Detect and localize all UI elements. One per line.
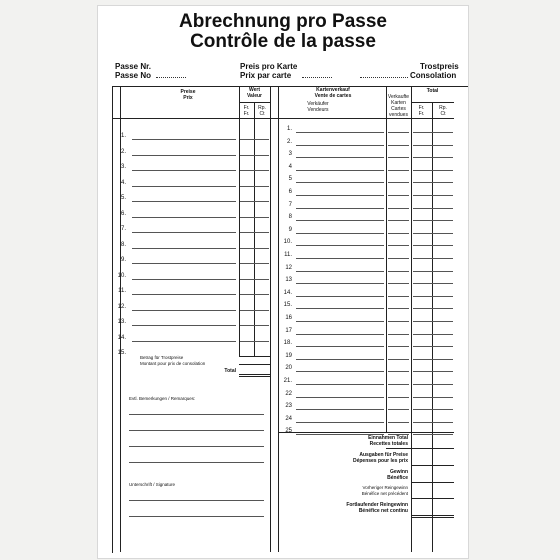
rp-header-right: Rp. (439, 105, 447, 111)
sales-row-number: 14. (283, 289, 292, 296)
prize-row-number: 2. (120, 148, 126, 155)
total-entry-line[interactable] (413, 346, 453, 347)
passe-field[interactable] (156, 77, 186, 78)
sales-row-number: 1. (286, 126, 292, 132)
total-header: Total (426, 88, 439, 94)
total-entry-line[interactable] (413, 359, 453, 360)
prize-row-number: 7. (120, 226, 126, 232)
seller-entry-line[interactable] (296, 308, 384, 309)
fortlaufend-label: Fortlaufender Reingewinn (346, 502, 408, 508)
title-german: Abrechnung pro Passe (179, 11, 387, 32)
cards-sold-line[interactable] (388, 271, 409, 272)
prize-row-number: 10. (117, 272, 126, 279)
prize-entry-line[interactable] (132, 217, 236, 218)
total-entry-line[interactable] (413, 145, 453, 146)
prize-entry-line[interactable] (132, 186, 236, 187)
prize-entry-line[interactable] (132, 248, 236, 249)
cards-sold-line[interactable] (388, 359, 409, 360)
seller-entry-line[interactable] (296, 321, 384, 322)
seller-entry-line[interactable] (296, 346, 384, 347)
valeur-header: Valeur (246, 93, 262, 99)
vendeurs-header: Vendeurs (307, 107, 329, 113)
seller-entry-line[interactable] (296, 182, 384, 183)
sales-row-number: 5 (288, 176, 292, 183)
total-entry-line[interactable] (413, 397, 453, 398)
form-sheet (97, 5, 469, 559)
passe-nr-label: Passe Nr. (115, 62, 152, 71)
total-entry-line[interactable] (413, 371, 453, 372)
betrag-label: Betrag für Trostpreise (140, 355, 184, 360)
cards-sold-line[interactable] (388, 170, 409, 171)
total-entry-line[interactable] (413, 220, 453, 221)
preis-field[interactable] (302, 77, 332, 78)
prize-row-number: 14. (117, 334, 126, 341)
ct-header-left: Ct (259, 111, 265, 117)
prize-entry-line[interactable] (132, 139, 236, 140)
total-entry-line[interactable] (413, 182, 453, 183)
sales-row-number: 8 (288, 214, 292, 221)
prize-value-line[interactable] (240, 232, 269, 233)
signature-line-2[interactable] (129, 516, 264, 517)
prize-value-line[interactable] (240, 201, 269, 202)
kartenverkauf-header: Kartenverkauf (316, 87, 350, 93)
sales-row-number: 10. (283, 239, 292, 246)
fr-header-left-2: Fr. (243, 111, 250, 117)
sales-row-number: 18. (283, 340, 292, 347)
cards-sold-line[interactable] (388, 422, 409, 423)
cards-sold-line[interactable] (388, 308, 409, 309)
fr-header-right-2: Fr. (418, 111, 425, 117)
title-french: Contrôle de la passe (190, 31, 376, 52)
cards-sold-line[interactable] (388, 409, 409, 410)
seller-entry-line[interactable] (296, 233, 384, 234)
cards-sold-line[interactable] (388, 283, 409, 284)
prize-row-number: 9. (120, 257, 126, 263)
total-entry-line[interactable] (413, 434, 453, 435)
trostpreis-field[interactable] (360, 77, 408, 78)
sales-row-number: 24 (285, 415, 292, 422)
consolation-label: Consolation (410, 71, 457, 80)
unterschrift-label: Unterschrift / Signature (129, 482, 176, 487)
cards-sold-line[interactable] (388, 258, 409, 259)
cards-sold-line[interactable] (388, 145, 409, 146)
prize-entry-line[interactable] (132, 170, 236, 171)
seller-entry-line[interactable] (296, 296, 384, 297)
prize-value-line[interactable] (240, 217, 269, 218)
prize-entry-line[interactable] (132, 325, 236, 326)
cards-sold-line[interactable] (388, 371, 409, 372)
prize-value-line[interactable] (240, 279, 269, 280)
total-entry-line[interactable] (413, 271, 453, 272)
sales-row-number: 23 (285, 403, 292, 410)
prize-value-line[interactable] (240, 186, 269, 187)
seller-entry-line[interactable] (296, 157, 384, 158)
total-entry-line[interactable] (413, 296, 453, 297)
seller-entry-line[interactable] (296, 195, 384, 196)
cards-sold-line[interactable] (388, 157, 409, 158)
seller-entry-line[interactable] (296, 220, 384, 221)
prize-row-number: 11. (118, 288, 126, 294)
total-entry-line[interactable] (413, 245, 453, 246)
total-entry-line[interactable] (413, 422, 453, 423)
seller-entry-line[interactable] (296, 145, 384, 146)
seller-entry-line[interactable] (296, 283, 384, 284)
prize-entry-line[interactable] (132, 263, 236, 264)
cards-sold-line[interactable] (388, 384, 409, 385)
seller-entry-line[interactable] (296, 359, 384, 360)
prize-row-number: 12. (117, 303, 126, 310)
total-entry-line[interactable] (413, 409, 453, 410)
prize-value-line[interactable] (240, 248, 269, 249)
karten-header: Karten (391, 100, 406, 106)
total-entry-line[interactable] (413, 132, 453, 133)
prize-value-line[interactable] (240, 341, 269, 342)
total-entry-line[interactable] (413, 233, 453, 234)
bemerkungen-label: Evtl. Bemerkungen / Remarques: (129, 396, 196, 401)
sales-row-number: 19 (285, 352, 292, 359)
prize-value-line[interactable] (240, 170, 269, 171)
total-entry-line[interactable] (413, 384, 453, 385)
prize-entry-line[interactable] (132, 294, 236, 295)
prize-row-number: 1. (120, 133, 126, 139)
cards-sold-line[interactable] (388, 132, 409, 133)
cards-sold-line[interactable] (388, 245, 409, 246)
precedent-label: Bénéfice net précédent (361, 491, 408, 496)
prize-value-line[interactable] (240, 294, 269, 295)
prize-entry-line[interactable] (132, 155, 236, 156)
montant-label: Montant pour prix de consolation (140, 361, 206, 366)
total-entry-line[interactable] (413, 195, 453, 196)
recettes-label: Recettes totales (369, 441, 408, 447)
prize-row-number: 3. (120, 164, 126, 170)
prize-row-number: 4. (120, 179, 126, 186)
sales-row-number: 3 (288, 151, 292, 158)
sales-row-number: 11. (284, 252, 292, 258)
cards-sold-line[interactable] (388, 195, 409, 196)
sales-row-number: 21. (283, 378, 292, 384)
sales-row-number: 22 (285, 390, 292, 397)
total-entry-line[interactable] (413, 208, 453, 209)
prize-row-number: 13. (117, 319, 126, 325)
preise-header: Preise (180, 89, 196, 95)
vendues-header: vendues (389, 112, 408, 118)
signature-line-1[interactable] (129, 500, 264, 501)
prize-value-line[interactable] (240, 263, 269, 264)
passe-no-label: Passe No (115, 71, 152, 80)
prix-label: Prix par carte (240, 71, 292, 80)
prize-value-line[interactable] (240, 310, 269, 311)
total-entry-line[interactable] (413, 258, 453, 259)
sales-row-number: 9 (288, 226, 292, 233)
seller-entry-line[interactable] (296, 397, 384, 398)
remarks-line-2[interactable] (129, 430, 264, 431)
ct-header-right: Ct (440, 111, 446, 117)
prize-entry-line[interactable] (132, 279, 236, 280)
sales-row-number: 16 (285, 315, 292, 321)
prix-header: Prix (183, 95, 193, 101)
seller-entry-line[interactable] (296, 334, 384, 335)
prize-row-number: 15. (117, 350, 126, 356)
gewinn-label: Gewinn (389, 469, 408, 475)
sales-row-number: 12 (285, 264, 292, 271)
seller-entry-line[interactable] (296, 208, 384, 209)
benefice-label: Bénéfice (387, 475, 408, 481)
sales-row-number: 20 (285, 365, 292, 372)
cards-sold-line[interactable] (388, 334, 409, 335)
prize-value-line[interactable] (240, 325, 269, 326)
sales-row-number: 2. (286, 138, 292, 145)
depenses-label: Dépenses pour les prix (352, 458, 408, 464)
cards-sold-line[interactable] (388, 220, 409, 221)
total-entry-line[interactable] (413, 321, 453, 322)
total-entry-line[interactable] (413, 170, 453, 171)
cards-sold-line[interactable] (388, 208, 409, 209)
verkaeufer-header: Verkäufer (307, 101, 329, 107)
cards-sold-line[interactable] (388, 321, 409, 322)
cartes-header: Cartes (391, 106, 406, 112)
prize-entry-line[interactable] (132, 310, 236, 311)
ausgaben-label: Ausgaben für Preise (359, 452, 408, 458)
prize-entry-line[interactable] (132, 232, 236, 233)
cards-sold-line[interactable] (388, 397, 409, 398)
seller-entry-line[interactable] (296, 384, 384, 385)
prize-row-number: 6. (120, 210, 126, 217)
rp-header-left: Rp. (258, 105, 266, 111)
total-entry-line[interactable] (413, 283, 453, 284)
remarks-line-3[interactable] (129, 446, 264, 447)
total-entry-line[interactable] (413, 334, 453, 335)
sales-row-number: 7 (288, 201, 292, 208)
vente-cartes-header: Vente de cartes (314, 93, 352, 99)
seller-entry-line[interactable] (296, 422, 384, 423)
seller-entry-line[interactable] (296, 170, 384, 171)
cards-sold-line[interactable] (388, 182, 409, 183)
prize-value-line[interactable] (240, 139, 269, 140)
seller-entry-line[interactable] (296, 371, 384, 372)
verkaufte-header: Verkaufte (387, 94, 410, 100)
total-entry-line[interactable] (413, 308, 453, 309)
total-left-label: Total (224, 368, 236, 374)
sales-row-number: 4 (288, 163, 292, 170)
sales-row-number: 15. (283, 302, 292, 309)
trostpreis-label: Trostpreis (420, 62, 459, 71)
preis-label: Preis pro Karte (240, 62, 298, 71)
prize-entry-line[interactable] (132, 341, 236, 342)
prize-row-number: 8. (120, 241, 126, 248)
cards-sold-line[interactable] (388, 346, 409, 347)
cards-sold-line[interactable] (388, 233, 409, 234)
prize-value-line[interactable] (240, 155, 269, 156)
fr-header-left: Fr. (243, 105, 250, 111)
seller-entry-line[interactable] (296, 258, 384, 259)
prize-entry-line[interactable] (132, 201, 236, 202)
seller-entry-line[interactable] (296, 132, 384, 133)
cards-sold-line[interactable] (388, 296, 409, 297)
continu-label: Bénéfice net continu (358, 508, 408, 514)
remarks-line-4[interactable] (129, 462, 264, 463)
seller-entry-line[interactable] (296, 409, 384, 410)
sales-row-number: 6 (288, 189, 292, 195)
seller-entry-line[interactable] (296, 245, 384, 246)
vorheriger-label: Vorheriger Reingewinn (362, 485, 408, 490)
sales-row-number: 13 (285, 277, 292, 284)
remarks-line-1[interactable] (129, 414, 264, 415)
total-entry-line[interactable] (413, 157, 453, 158)
einnahmen-label: Einnahmen Total (368, 435, 408, 441)
prize-row-number: 5. (120, 195, 126, 201)
seller-entry-line[interactable] (296, 271, 384, 272)
wert-header: Wert (248, 87, 261, 93)
sales-row-number: 17 (285, 327, 292, 334)
fr-header-right: Fr. (418, 105, 425, 111)
